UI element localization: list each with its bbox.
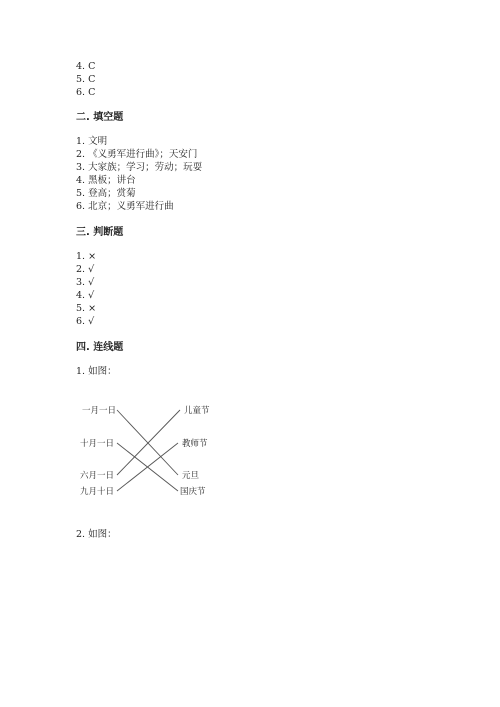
right-item-teachers-day: 教师节	[182, 439, 208, 449]
fill-blank-answer-3: 3. 大家族；学习；劳动；玩耍	[76, 162, 203, 173]
fill-blank-answer-5: 5. 登高；赏菊	[76, 188, 136, 199]
right-item-national-day: 国庆节	[180, 487, 206, 497]
choice-answer-6: 6. C	[76, 87, 96, 98]
left-item-teachers-day-date: 九月十日	[80, 487, 115, 497]
fill-blank-answer-1: 1. 文明	[76, 136, 108, 147]
left-item-national-day-date: 十月一日	[80, 439, 115, 449]
section-heading-fill-blank: 二. 填空题	[76, 112, 124, 123]
judgment-answer-1: 1. ×	[76, 251, 97, 262]
right-item-childrens-day: 儿童节	[184, 406, 210, 416]
fill-blank-answer-2: 2. 《义勇军进行曲》；天安门	[76, 149, 198, 160]
left-item-childrens-day-date: 六月一日	[80, 471, 115, 481]
left-item-new-year-date: 一月一日	[82, 406, 117, 416]
right-item-new-year: 元旦	[182, 471, 200, 481]
choice-answer-5: 5. C	[76, 74, 96, 85]
matching-q2-label: 2. 如图：	[76, 529, 117, 540]
section-heading-matching: 四. 连线题	[76, 342, 124, 353]
judgment-answer-4: 4. √	[76, 290, 95, 301]
matching-q1-label: 1. 如图：	[76, 366, 117, 377]
judgment-answer-2: 2. √	[76, 264, 95, 275]
section-heading-judgment: 三. 判断题	[76, 227, 124, 238]
choice-answer-4: 4. C	[76, 61, 96, 72]
judgment-answer-5: 5. ×	[76, 303, 97, 314]
judgment-answer-6: 6. √	[76, 316, 95, 327]
judgment-answer-3: 3. √	[76, 277, 95, 288]
fill-blank-answer-6: 6. 北京；义勇军进行曲	[76, 201, 174, 212]
fill-blank-answer-4: 4. 黑板；讲台	[76, 175, 136, 186]
